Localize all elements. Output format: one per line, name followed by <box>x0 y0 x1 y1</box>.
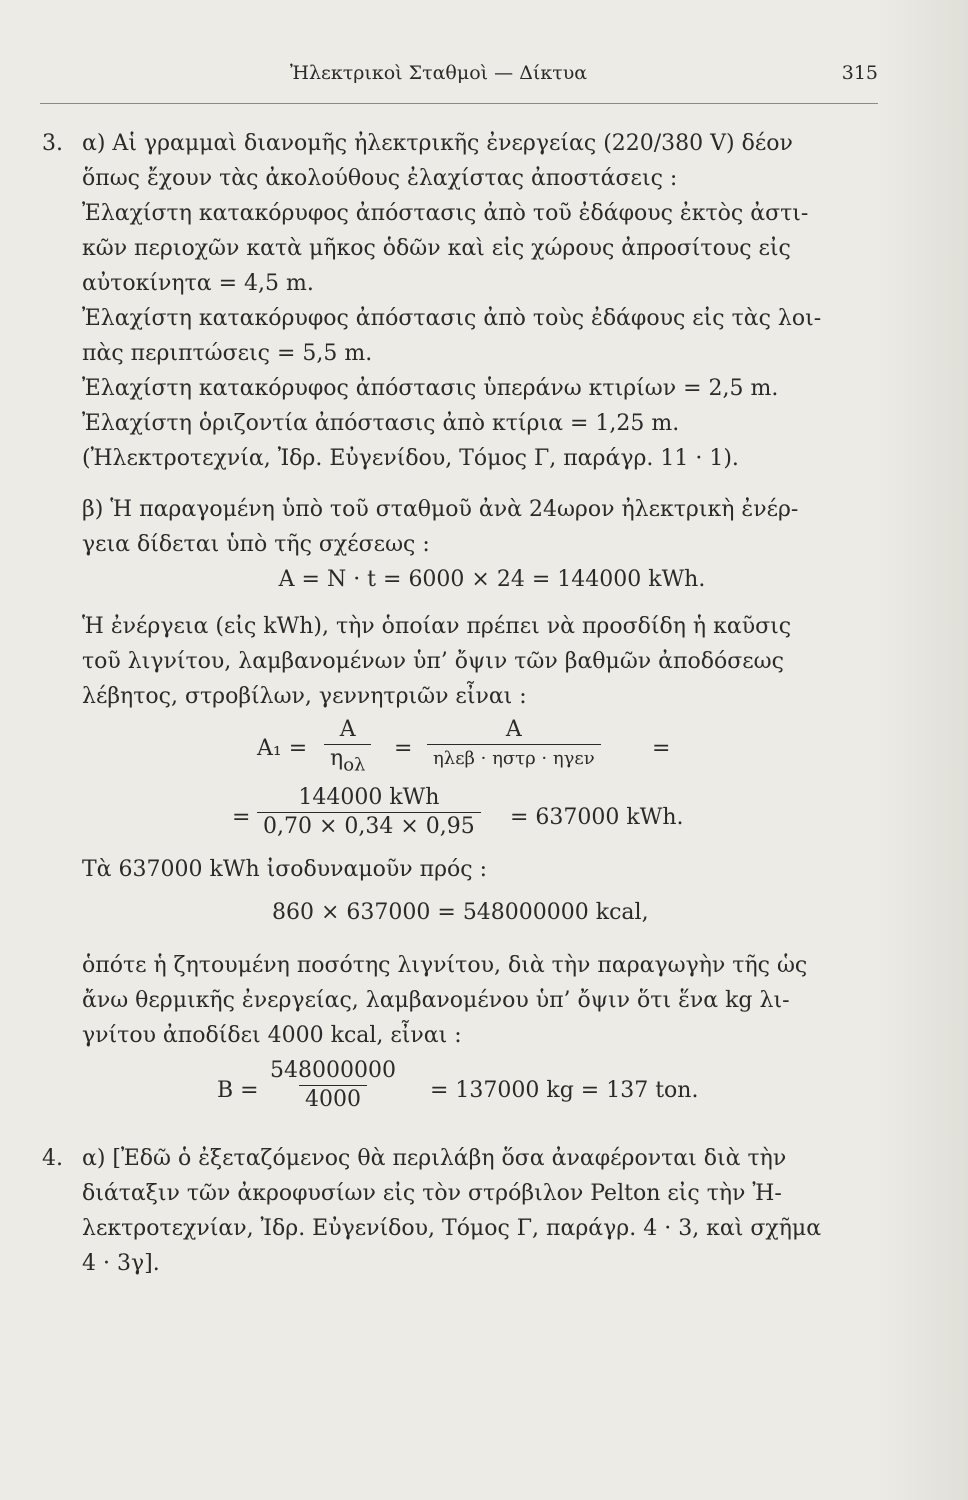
text-line: αὐτοκίνητα = 4,5 m. <box>82 271 314 296</box>
equation-b: B = $\frac{548000000}{4000}$ = 137000 kg = 137 ton. <box>217 1058 699 1112</box>
equation-a1: A₁ = A $\eta_{o\lambda}$ = A ηλεβ · ηστρ · ηγεν = <box>42 714 882 780</box>
fraction: A $\eta_{o\lambda}$ <box>324 716 371 779</box>
section-number: 4. <box>42 1146 63 1171</box>
text-line: 4. α) [Ἐδῶ ὁ ἐξεταζόμενος θὰ περιλάβη ὅσα ἀναφέρονται διὰ τὴν <box>42 1141 882 1176</box>
fraction: $\frac{548000000}{4000}$ <box>270 1058 396 1112</box>
citation-line: (Ἠλεκτροτεχνία, Ἰδρ. Εὐγενίδου, Τόμος Γ, παράγρ. 11 · 1). <box>82 446 739 471</box>
text-line: Ἐλαχίστη κατακόρυφος ἀπόστασις ὑπεράνω κτιρίων = 2,5 m. <box>82 376 779 401</box>
text-line: κῶν περιοχῶν κατὰ μῆκος ὁδῶν καὶ εἰς χώρους ἀπροσίτους εἰς <box>82 236 791 261</box>
text-line: 3. α) Αἱ γραμμαὶ διανομῆς ἠλεκτρικῆς ἐνεργείας (220/380 V) δέον <box>42 126 882 161</box>
header-rule <box>40 103 878 104</box>
equation-a1-value: = 144000 kWh 0,70 × 0,34 × 0,95 = 637000 kWh. <box>232 785 684 839</box>
page-header <box>290 62 878 94</box>
page-body <box>42 126 882 1281</box>
text-line: 4 · 3γ]. <box>82 1251 160 1276</box>
text-line: Ἐλαχίστη κατακόρυφος ἀπόστασις ἀπὸ τοὺς ἐδάφους εἰς τὰς λοι- <box>82 306 822 331</box>
text-line: ὁπότε ἡ ζητουμένη ποσότης λιγνίτου, διὰ τὴν παραγωγὴν τῆς ὡς <box>82 953 808 978</box>
text-line: ὅπως ἔχουν τὰς ἀκολούθους ἐλαχίστας ἀποστάσεις : <box>82 166 678 191</box>
text-line: διάταξιν τῶν ἀκροφυσίων εἰς τὸν στρόβιλον Pelton εἰς τὴν Ἠ- <box>82 1181 782 1206</box>
text-line: Ἐλαχίστη ὁριζοντία ἀπόστασις ἀπὸ κτίρια = 1,25 m. <box>82 411 680 436</box>
fraction: A ηλεβ · ηστρ · ηγεν <box>427 716 601 773</box>
text-line: πὰς περιπτώσεις = 5,5 m. <box>82 341 373 366</box>
text-line: Ἐλαχίστη κατακόρυφος ἀπόστασις ἀπὸ τοῦ ἐδάφους ἐκτὸς ἀστι- <box>82 201 809 226</box>
running-head: Ἠλεκτρικοὶ Σταθμοὶ — Δίκτυα <box>290 62 588 84</box>
text-line: β) Ἡ παραγομένη ὑπὸ τοῦ σταθμοῦ ἀνὰ 24ωρον ἠλεκτρικὴ ἐνέρ- <box>82 497 799 522</box>
page-edge-shadow <box>878 0 968 1500</box>
text-line: Ἡ ἐνέργεια (εἰς kWh), τὴν ὁποίαν πρέπει νὰ προσδίδη ἡ καῦσις <box>82 614 792 639</box>
page-number: 315 <box>841 62 878 84</box>
fraction: 144000 kWh 0,70 × 0,34 × 0,95 <box>257 784 481 841</box>
text-line: λέβητος, στροβίλων, γεννητριῶν εἶναι : <box>82 684 527 709</box>
text-line: λεκτροτεχνίαν, Ἰδρ. Εὐγενίδου, Τόμος Γ, παράγρ. 4 · 3, καὶ σχῆμα <box>82 1216 822 1241</box>
equation-energy: A = N · t = 6000 × 24 = 144000 kWh. <box>278 567 706 592</box>
text-line: τοῦ λιγνίτου, λαμβανομένων ὑπ’ ὄψιν τῶν βαθμῶν ἀποδόσεως <box>82 649 784 674</box>
text-line: γνίτου ἀποδίδει 4000 kcal, εἶναι : <box>82 1023 462 1048</box>
section-number: 3. <box>42 131 63 156</box>
equation-kcal: 860 × 637000 = 548000000 kcal, <box>272 900 649 925</box>
text-line: Τὰ 637000 kWh ἰσοδυναμοῦν πρός : <box>82 857 487 882</box>
text-line: γεια δίδεται ὑπὸ τῆς σχέσεως : <box>82 532 430 557</box>
text-line: ἄνω θερμικῆς ἐνεργείας, λαμβανομένου ὑπ’ ὄψιν ὅτι ἕνα kg λι- <box>82 988 790 1013</box>
